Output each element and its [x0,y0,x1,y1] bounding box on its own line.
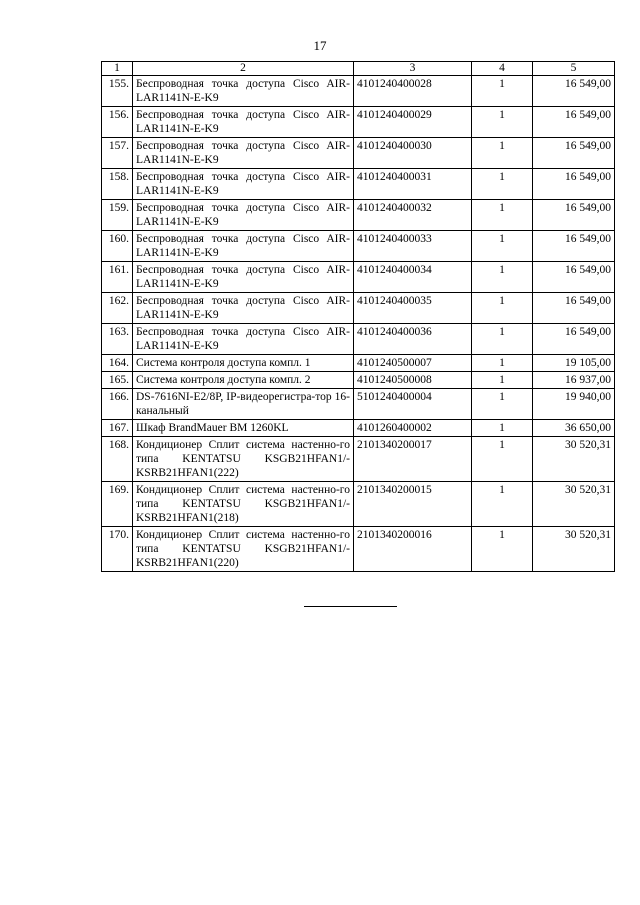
item-quantity: 1 [472,389,533,420]
table-header-row [102,62,615,76]
table-row [102,437,615,482]
table-row [102,324,615,355]
item-name: Беспроводная точка доступа Cisco AIR-LAR1141N-E-K9 [133,138,354,169]
column-header: 5 [533,62,615,76]
closing-rule [304,606,397,607]
item-amount: 16 549,00 [533,200,615,231]
item-quantity: 1 [472,76,533,107]
row-number: 163. [102,324,133,355]
item-amount: 16 549,00 [533,169,615,200]
table-row [102,372,615,389]
item-amount: 19 940,00 [533,389,615,420]
row-number: 156. [102,107,133,138]
item-name: Беспроводная точка доступа Cisco AIR-LAR1141N-E-K9 [133,107,354,138]
inventory-code: 2101340200017 [354,437,472,482]
item-name: Беспроводная точка доступа Cisco AIR-LAR1141N-E-K9 [133,76,354,107]
item-quantity: 1 [472,482,533,527]
row-number: 157. [102,138,133,169]
inventory-code: 4101240400035 [354,293,472,324]
item-name: Беспроводная точка доступа Cisco AIR-LAR1141N-E-K9 [133,293,354,324]
item-quantity: 1 [472,372,533,389]
column-header: 4 [472,62,533,76]
table-row [102,231,615,262]
item-quantity: 1 [472,262,533,293]
row-number: 167. [102,420,133,437]
table-row [102,420,615,437]
table-row [102,169,615,200]
item-quantity: 1 [472,231,533,262]
item-amount: 16 549,00 [533,231,615,262]
item-name: Беспроводная точка доступа Cisco AIR-LAR1141N-E-K9 [133,324,354,355]
table-row [102,138,615,169]
item-name: Беспроводная точка доступа Cisco AIR-LAR1141N-E-K9 [133,200,354,231]
inventory-code: 2101340200015 [354,482,472,527]
inventory-code: 4101240400036 [354,324,472,355]
table-row [102,200,615,231]
item-name: Кондиционер Сплит система настенно-го типа KENTATSU KSGB21HFAN1/-KSRB21HFAN1(220) [133,527,354,572]
column-header: 2 [133,62,354,76]
table-row [102,355,615,372]
table-row [102,107,615,138]
inventory-code: 4101240400033 [354,231,472,262]
inventory-code: 2101340200016 [354,527,472,572]
item-amount: 36 650,00 [533,420,615,437]
row-number: 160. [102,231,133,262]
row-number: 168. [102,437,133,482]
item-quantity: 1 [472,200,533,231]
column-header: 3 [354,62,472,76]
item-name: Система контроля доступа компл. 2 [133,372,354,389]
column-header: 1 [102,62,133,76]
inventory-code: 4101240400030 [354,138,472,169]
inventory-code: 4101240400032 [354,200,472,231]
item-amount: 16 549,00 [533,324,615,355]
inventory-code: 4101240400028 [354,76,472,107]
item-amount: 16 549,00 [533,293,615,324]
item-name: Система контроля доступа компл. 1 [133,355,354,372]
item-name: Кондиционер Сплит система настенно-го типа KENTATSU KSGB21HFAN1/-KSRB21HFAN1(218) [133,482,354,527]
row-number: 162. [102,293,133,324]
item-quantity: 1 [472,355,533,372]
item-amount: 30 520,31 [533,437,615,482]
item-name: Беспроводная точка доступа Cisco AIR-LAR1141N-E-K9 [133,231,354,262]
row-number: 161. [102,262,133,293]
page-number: 17 [313,38,327,53]
item-quantity: 1 [472,420,533,437]
item-quantity: 1 [472,324,533,355]
item-amount: 30 520,31 [533,482,615,527]
inventory-code: 4101260400002 [354,420,472,437]
item-name: Шкаф BrandMauer BM 1260KL [133,420,354,437]
inventory-code: 4101240400031 [354,169,472,200]
item-amount: 19 105,00 [533,355,615,372]
table-row [102,262,615,293]
inventory-code: 5101240400004 [354,389,472,420]
inventory-code: 4101240500007 [354,355,472,372]
table-row [102,389,615,420]
table-row [102,293,615,324]
item-quantity: 1 [472,107,533,138]
row-number: 170. [102,527,133,572]
inventory-code: 4101240400029 [354,107,472,138]
table-row [102,527,615,572]
item-amount: 30 520,31 [533,527,615,572]
item-quantity: 1 [472,138,533,169]
row-number: 159. [102,200,133,231]
table-row [102,482,615,527]
row-number: 165. [102,372,133,389]
item-amount: 16 549,00 [533,138,615,169]
row-number: 169. [102,482,133,527]
item-quantity: 1 [472,527,533,572]
row-number: 166. [102,389,133,420]
row-number: 164. [102,355,133,372]
row-number: 158. [102,169,133,200]
item-name: DS-7616NI-E2/8P, IP-видеорегистра-тор 16-канальный [133,389,354,420]
item-quantity: 1 [472,293,533,324]
inventory-code: 4101240500008 [354,372,472,389]
item-name: Беспроводная точка доступа Cisco AIR-LAR1141N-E-K9 [133,169,354,200]
item-amount: 16 549,00 [533,262,615,293]
row-number: 155. [102,76,133,107]
item-amount: 16 937,00 [533,372,615,389]
item-name: Кондиционер Сплит система настенно-го типа KENTATSU KSGB21HFAN1/-KSRB21HFAN1(222) [133,437,354,482]
item-amount: 16 549,00 [533,76,615,107]
inventory-table [101,61,615,572]
table-row [102,76,615,107]
item-quantity: 1 [472,437,533,482]
item-name: Беспроводная точка доступа Cisco AIR-LAR1141N-E-K9 [133,262,354,293]
item-quantity: 1 [472,169,533,200]
item-amount: 16 549,00 [533,107,615,138]
inventory-code: 4101240400034 [354,262,472,293]
